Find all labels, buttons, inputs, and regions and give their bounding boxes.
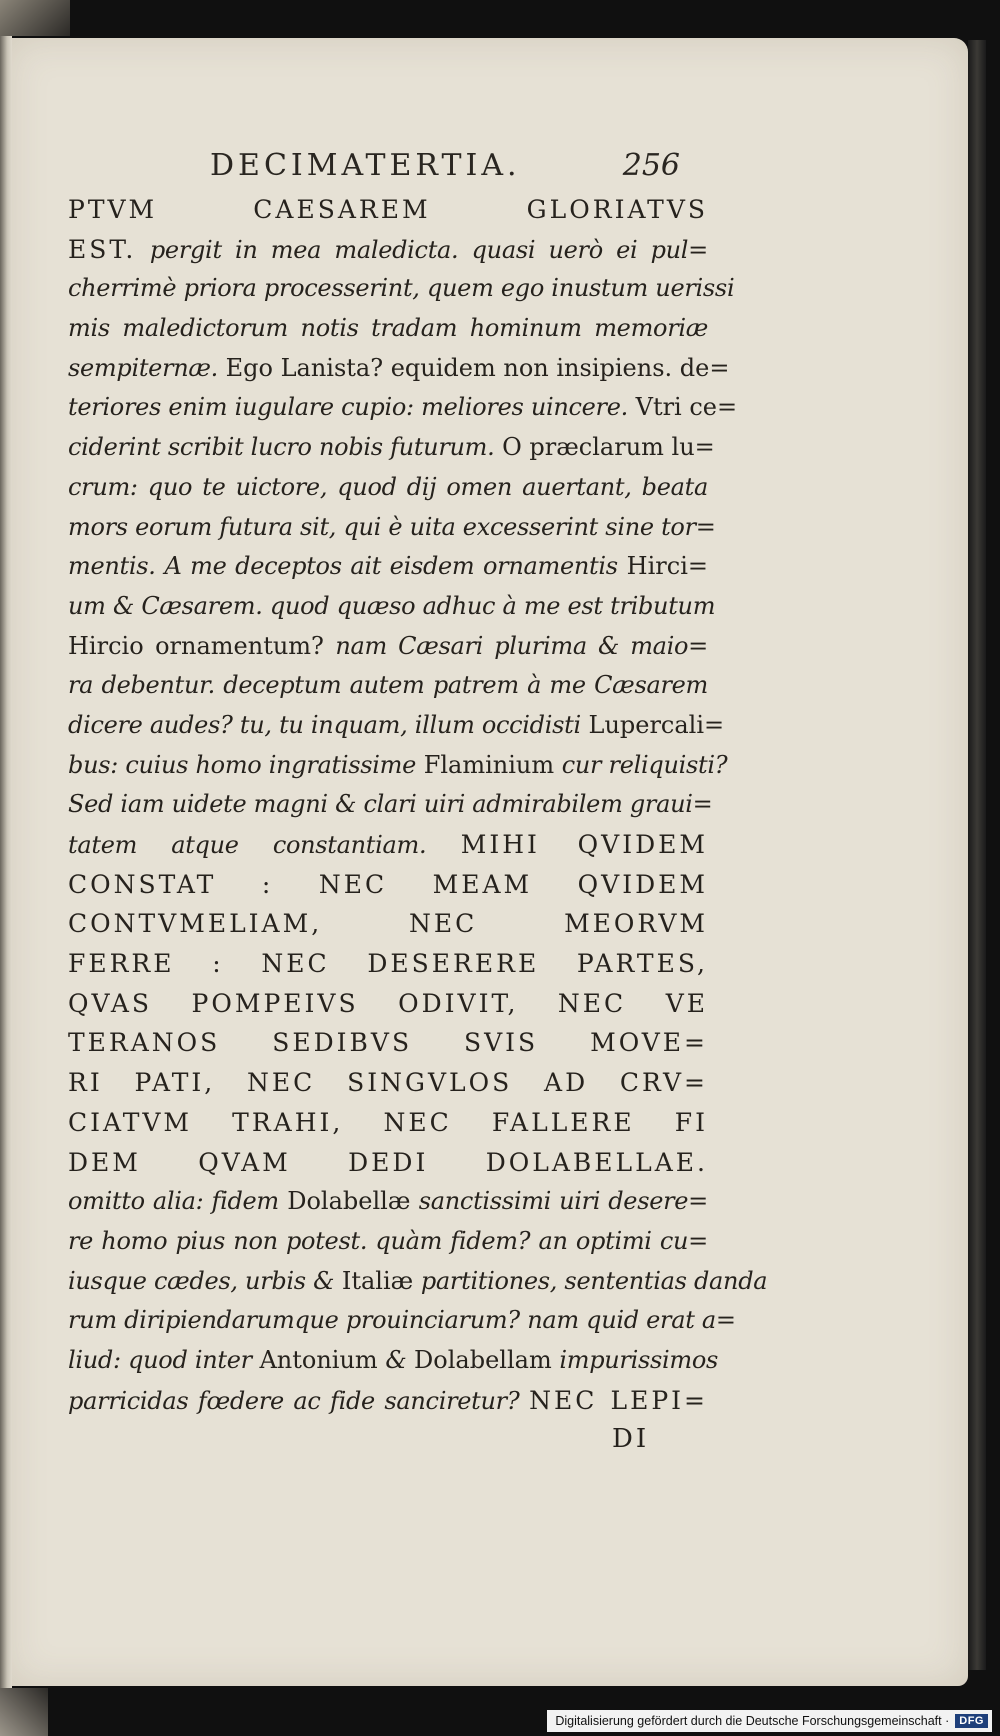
text-line: liud: quod inter Antonium & Dolabellam impurissimos [68, 1345, 718, 1374]
text-line: bus: cuius homo ingratissime Flaminium cur reliquisti? [68, 750, 728, 779]
text-line: rum diripiendarumque prouinciarum? nam quid erat a= [68, 1306, 736, 1335]
text-line: EST. pergit in mea maledicta. quasi uerò ei pul= [68, 234, 708, 264]
binding-corner-bottom [0, 1688, 48, 1736]
text-line: re homo pius non potest. quàm fidem? an optimi cu= [68, 1226, 708, 1255]
text-line: mors eorum futura sit, qui è uita excesserint sine tor= [68, 512, 716, 541]
text-line: mis maledictorum notis tradam hominum memoriæ [68, 314, 708, 343]
text-line: um & Cæsarem. quod quæso adhuc à me est tributum [68, 591, 716, 620]
text-line: sempiternæ. Ego Lanista? equidem non insipiens. de= [68, 353, 730, 382]
text-line: Hircio ornamentum? nam Cæsari plurima & maio= [68, 631, 708, 660]
page-header [210, 148, 680, 186]
book-spine [0, 0, 12, 1736]
text-line: crum: quo te uictore, quod dij omen auertant, beata [68, 472, 708, 501]
page-edge [968, 40, 986, 1670]
text-line: cherrimè priora processerint, quem ego inustum uerissi [68, 274, 735, 303]
text-line: mentis. A me deceptos ait eisdem ornamentis Hirci= [68, 552, 708, 581]
digitization-footer [547, 1710, 992, 1732]
page-number: 256 [622, 148, 680, 183]
text-line: FERRE : NEC DESERERE PARTES, [68, 949, 708, 979]
text-line: RI PATI, NEC SINGVLOS AD CRV= [68, 1068, 708, 1098]
text-line: QVAS POMPEIVS ODIVIT, NEC VE [68, 988, 708, 1018]
funding-notice: Digitalisierung gefördert durch die Deutsche Forschungsgemeinschaft · [555, 1714, 950, 1728]
text-line: CONTVMELIAM, NEC MEORVM [68, 909, 708, 939]
dfg-logo: DFG [955, 1714, 988, 1728]
catchword: DI [612, 1424, 650, 1454]
running-head: DECIMATERTIA. [210, 148, 521, 183]
text-line: omitto alia: fidem Dolabellæ sanctissimi uiri desere= [68, 1187, 708, 1216]
text-line: CIATVM TRAHI, NEC FALLERE FI [68, 1107, 708, 1137]
text-line: TERANOS SEDIBVS SVIS MOVE= [68, 1028, 708, 1058]
text-line: CONSTAT : NEC MEAM QVIDEM [68, 869, 708, 899]
text-line: parricidas fœdere ac fide sanciretur? NEC LEPI= [68, 1385, 708, 1415]
body-text [68, 190, 768, 1420]
text-line: Sed iam uidete magni & clari uiri admirabilem graui= [68, 790, 713, 819]
text-line: PTVM CAESAREM GLORIATVS [68, 195, 708, 224]
text-line: tatem atque constantiam. MIHI QVIDEM [68, 830, 708, 859]
text-line: iusque cædes, urbis & Italiæ partitiones, sententias danda [68, 1266, 768, 1295]
text-line: DEM QVAM DEDI DOLABELLAE. [68, 1147, 708, 1177]
text-line: ciderint scribit lucro nobis futurum. O præclarum lu= [68, 433, 715, 462]
text-line: teriores enim iugulare cupio: meliores uincere. Vtri ce= [68, 393, 738, 422]
binding-corner-top [0, 0, 70, 36]
text-line: dicere audes? tu, tu inquam, illum occidisti Lupercali= [68, 710, 725, 739]
text-line: ra debentur. deceptum autem patrem à me Cæsarem [68, 671, 708, 700]
